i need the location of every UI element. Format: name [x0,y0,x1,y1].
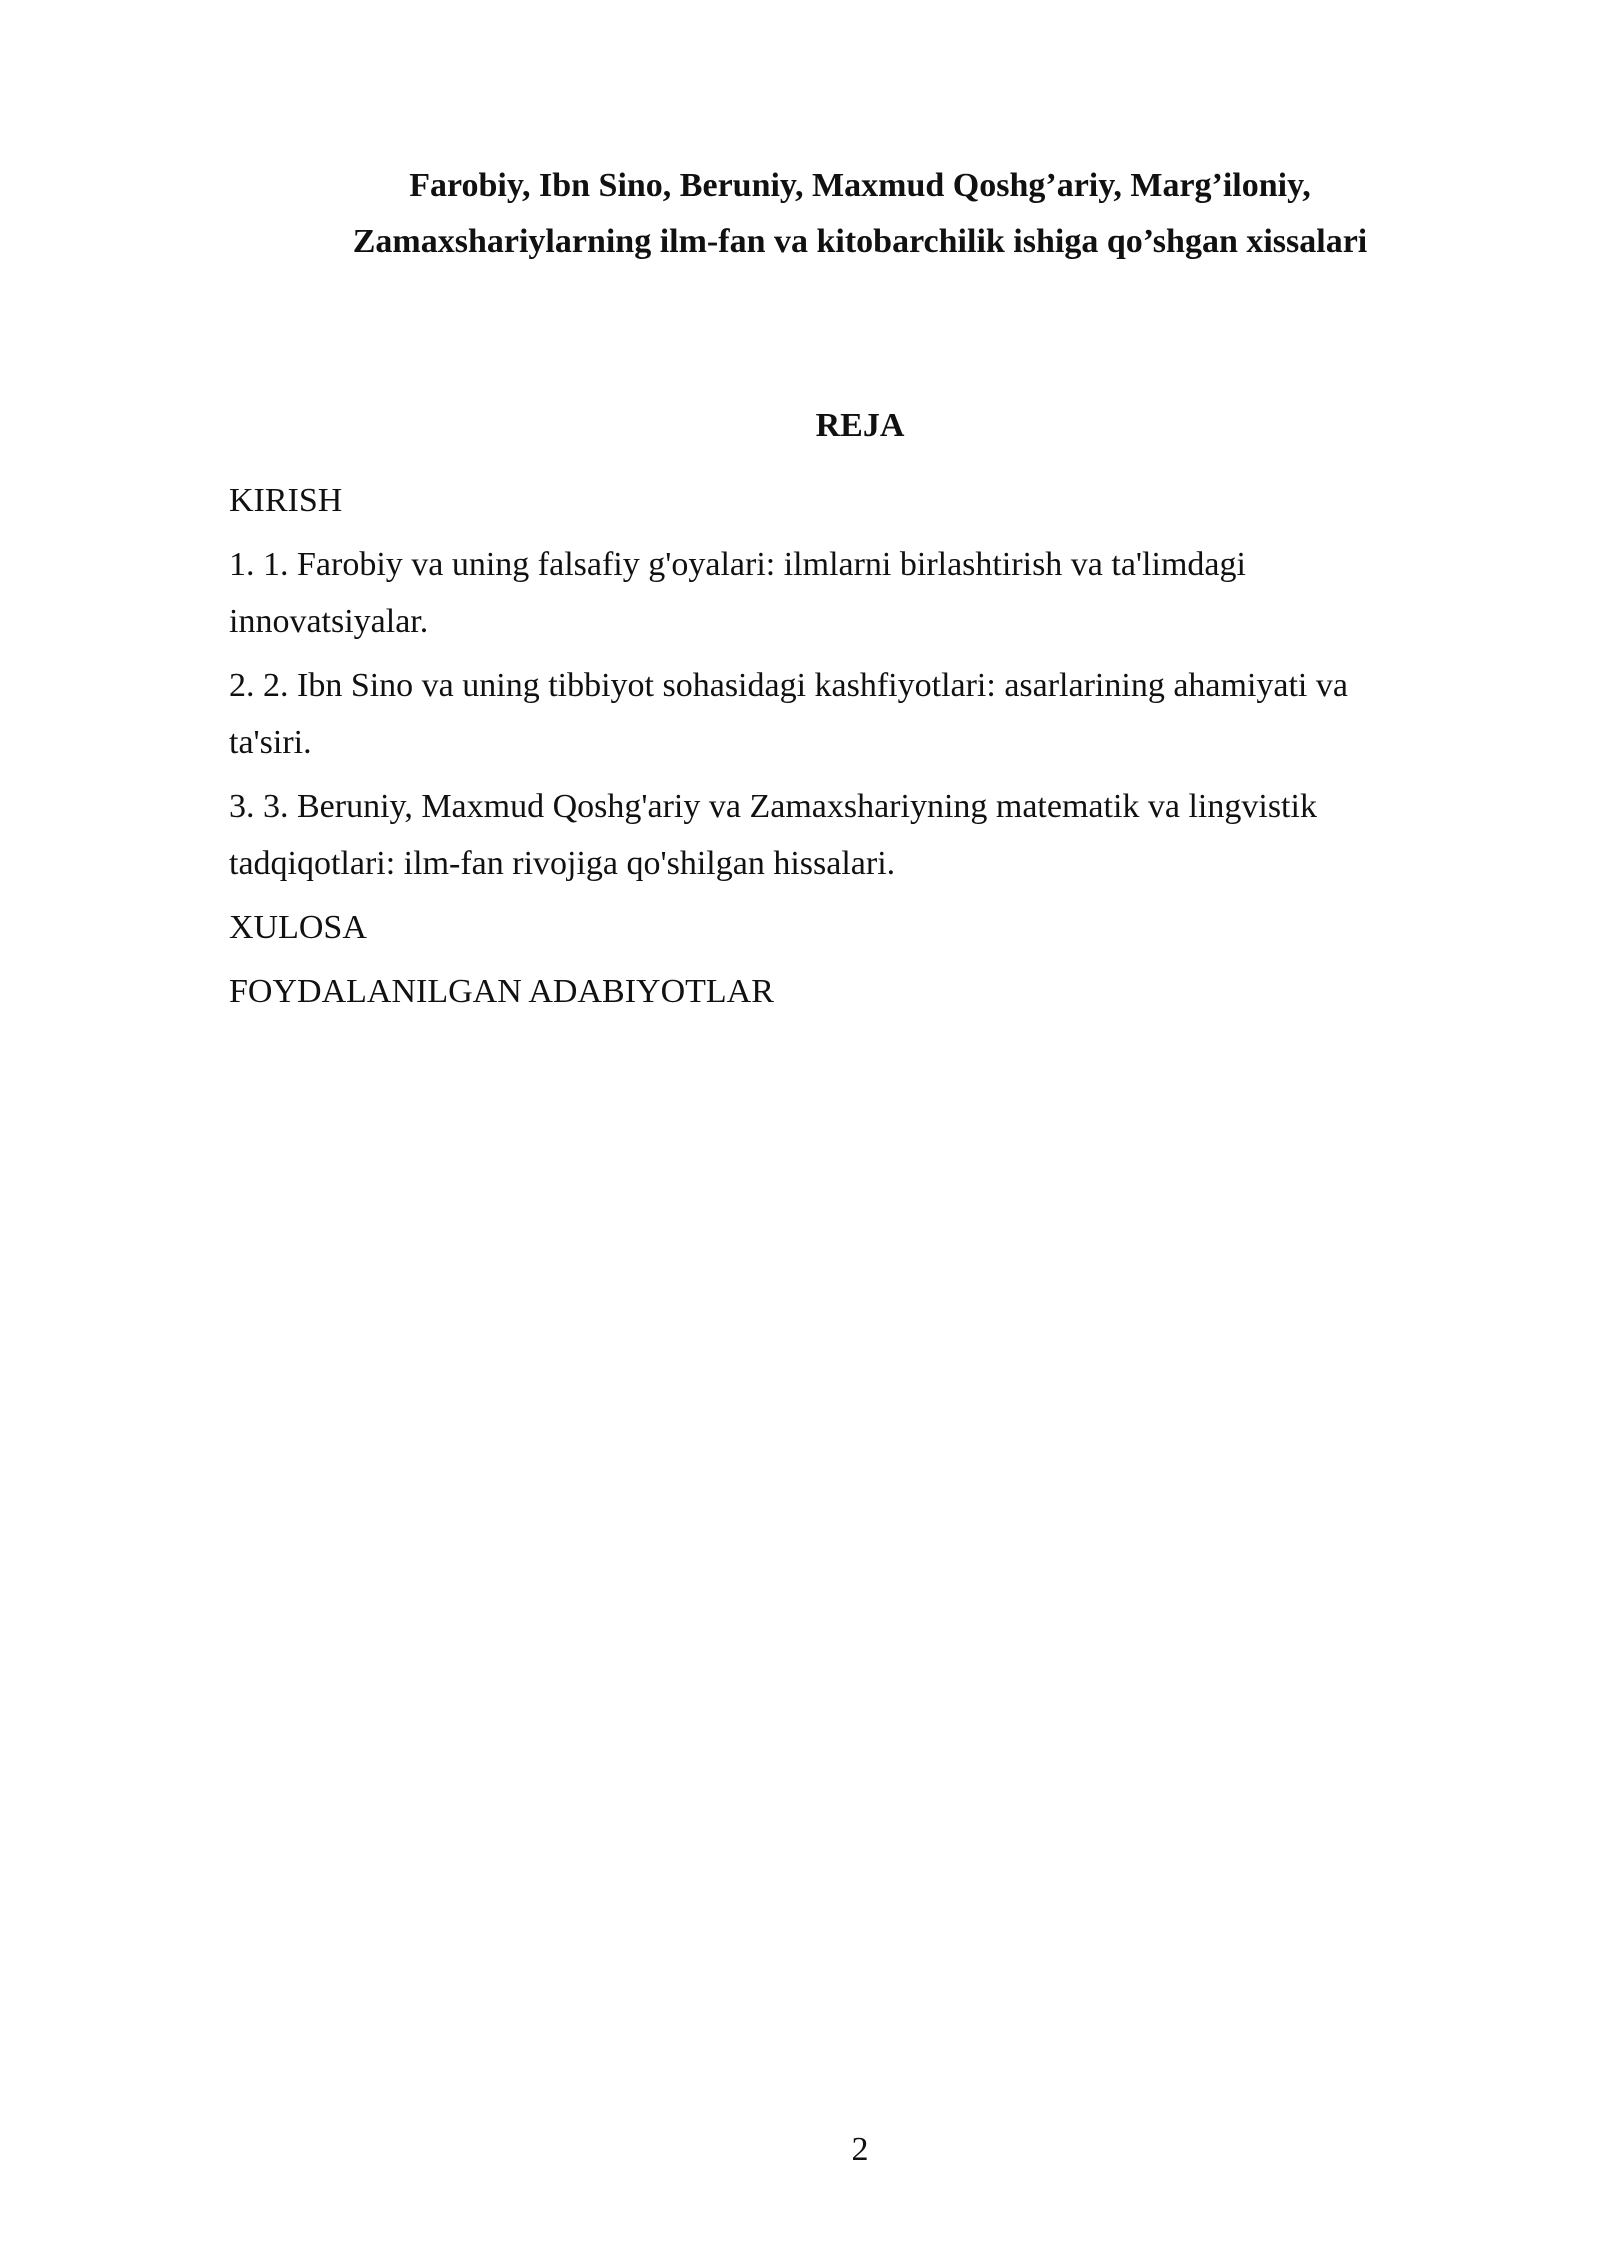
document-title [230,158,1490,270]
plan-item-3-line-1: 3. 3. Beruniy, Maxmud Qoshg'ariy va Zamaxshariyning matematik va lingvistik [229,788,1317,825]
page-number: 2 [851,2131,869,2168]
plan-item-2-line-1: 2. 2. Ibn Sino va uning tibbiyot sohasidagi kashfiyotlari: asarlarining ahamiyati va [229,667,1348,704]
plan-item-3 [229,778,1489,892]
plan-references: FOYDALANILGAN ADABIYOTLAR [229,973,774,1010]
plan-item-1 [229,536,1489,650]
plan-item-2 [229,657,1489,771]
title-line-2: Zamaxshariylarning ilm-fan va kitobarchilik ishiga qo’shgan xissalari [352,223,1368,260]
title-line-1: Farobiy, Ibn Sino, Beruniy, Maxmud Qoshg’ariy, Marg’iloniy, [409,167,1311,204]
plan-item-1-line-1: 1. 1. Farobiy va uning falsafiy g'oyalari: ilmlarni birlashtirish va ta'limdagi [229,546,1246,583]
plan-list [229,472,1489,1027]
plan-item-3-line-2: tadqiqotlari: ilm-fan rivojiga qo'shilgan hissalari. [229,845,896,882]
plan-heading: REJA [815,407,905,444]
plan-intro: KIRISH [229,482,343,519]
plan-conclusion: XULOSA [229,909,367,946]
plan-item-1-line-2: innovatsiyalar. [229,603,429,640]
plan-item-2-line-2: ta'siri. [229,724,312,761]
